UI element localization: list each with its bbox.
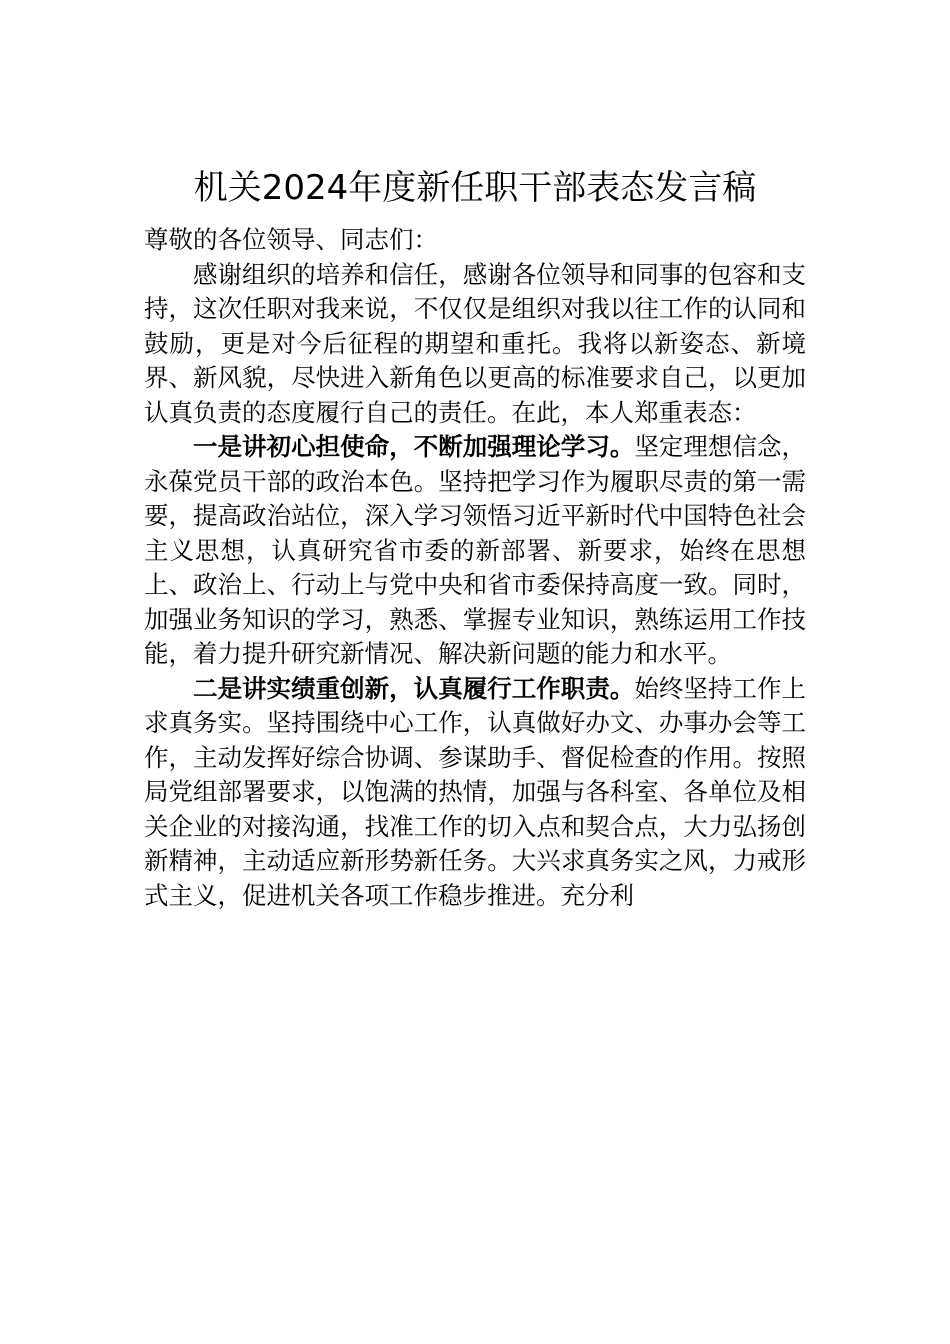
paragraph-point-1 [144, 430, 806, 672]
paragraph-text: 始终坚持工作上求真务实。坚持围绕中心工作，认真做好办文、办事办会等工作，主动发挥好综合协调、参谋助手、督促检查的作用。按照局党组部署要求，以饱满的热情，加强与各科室、各单位及相关企业的对接沟通，找准工作的切入点和契合点，大力弘扬创新精神，主动适应新形势新任务。大兴求真务实之风，力戒形式主义，促进机关各项工作稳步推进。充分利 [144, 673, 806, 910]
paragraph-text: 感谢组织的培养和信任，感谢各位领导和同事的包容和支持，这次任职对我来说，不仅仅是组织对我以往工作的认同和鼓励，更是对今后征程的期望和重托。我将以新姿态、新境界、新风貌，尽快进入新角色以更高的标准要求自己，以更加认真负责的态度履行自己的责任。在此，本人郑重表态： [144, 259, 806, 427]
paragraph-text: 坚定理想信念，永葆党员干部的政治本色。坚持把学习作为履职尽责的第一需要，提高政治站位，深入学习领悟习近平新时代中国特色社会主义思想，认真研究省市委的新部署、新要求，始终在思想上、政治上、行动上与党中央和省市委保持高度一致。同时，加强业务知识的学习，熟悉、掌握专业知识，熟练运用工作技能，着力提升研究新情况、解决新问题的能力和水平。 [144, 432, 806, 668]
paragraph-intro [144, 258, 806, 431]
paragraph-lead: 一是讲初心担使命，不断加强理论学习。 [193, 432, 635, 461]
document-title: 机关2024年度新任职干部表态发言稿 [193, 168, 757, 208]
document-body [144, 223, 806, 913]
paragraph-lead: 二是讲实绩重创新，认真履行工作职责。 [193, 673, 635, 703]
paragraph-point-2 [144, 672, 806, 914]
salutation: 尊敬的各位领导、同志们： [144, 225, 438, 254]
